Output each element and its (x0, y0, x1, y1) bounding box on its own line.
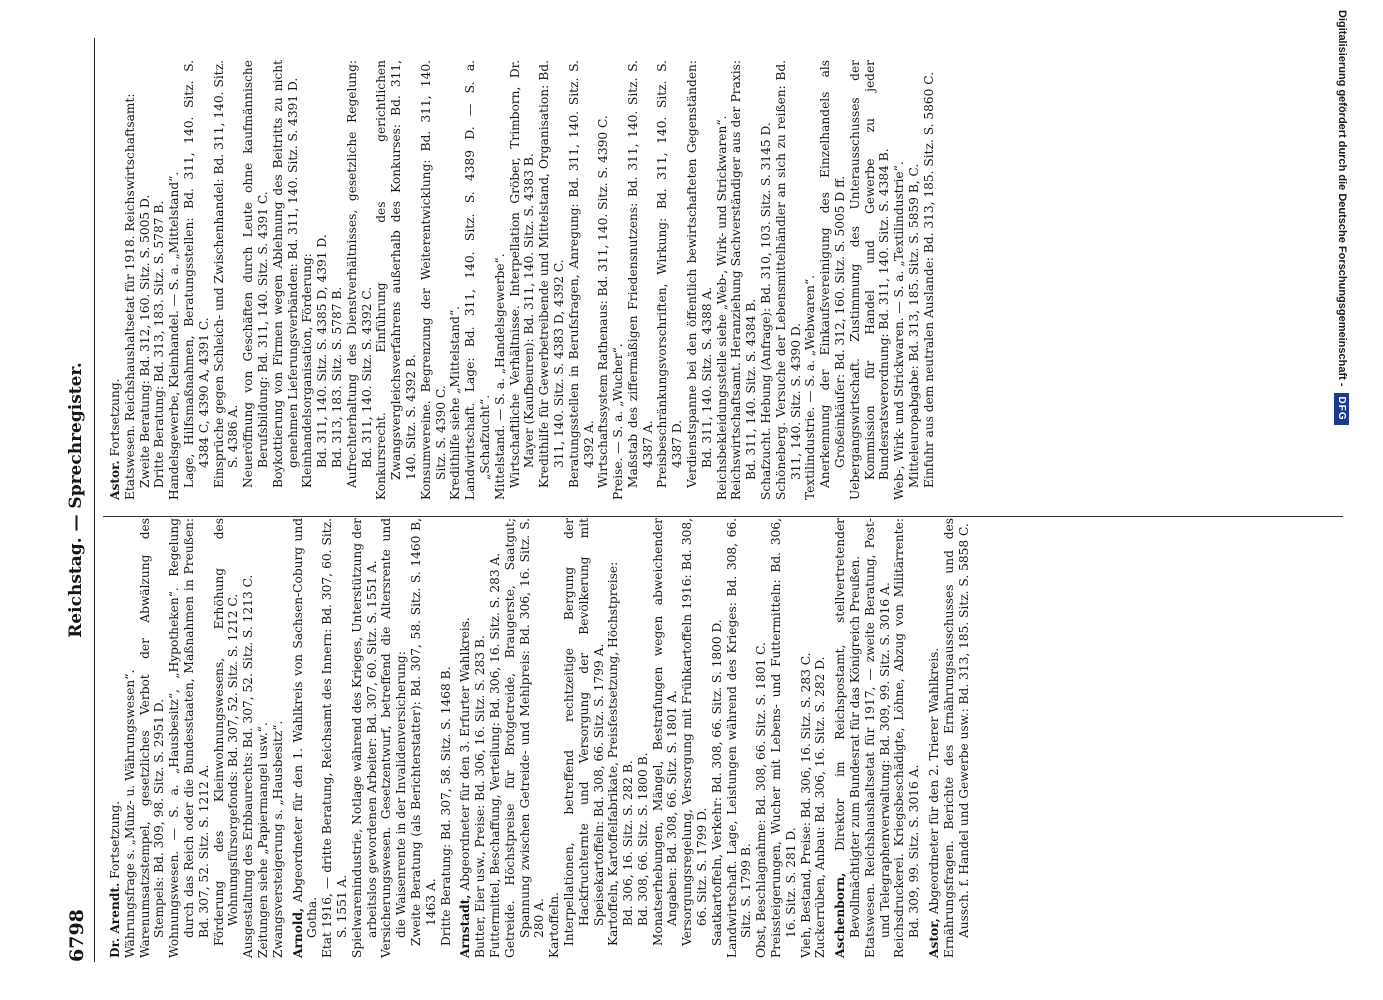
speaker-name: Astor, (927, 918, 942, 958)
index-entry: Konkursrecht. Einführung des gerichtlichen Zwangsvergleichsverfahrens außerhalb des Konkurses: Bd. 311, 140. Sitz. S. 4392 B. (374, 60, 418, 500)
index-entry: Spielwarenindustrie, Notlage während des Krieges, Unterstützung der arbeitslos gewordenen Arbeiter: Bd. 307, 60. Sitz. S. 1551 A. (349, 518, 379, 958)
index-subentry: Wirtschaftliche Verhältnisse. Interpellation Gröber, Trimborn, Dr. Mayer (Kaufbeuren): Bd. 311, 140. Sitz. S. 4383 B. (507, 60, 537, 488)
index-subentry: Zweite Beratung: Bd. 312, 160. Sitz. S. 5005 D. (137, 194, 152, 488)
index-subentry: Einfuhr aus dem neutralen Auslande: Bd. 313, 185. Sitz. S. 5860 C. (921, 71, 936, 488)
index-entry: Kartoffeln. (547, 892, 562, 958)
index-entry: Währungsfrage s. „Münz- u. Währungswesen“. (122, 669, 137, 958)
index-subentry: Bd. 311, 140. Sitz. S. 4385 D, 4391 D. (315, 234, 330, 468)
index-subentry: Versorgungsregelung, Versorgung mit Frühkartoffeln 1916: Bd. 308, 66. Sitz. S. 1799 D. (680, 518, 710, 946)
index-entry: Landwirtschaft. Lage: Bd. 311, 140. Sitz. S. 4389 D. — S. a. „Schafzucht“. (463, 60, 492, 500)
speaker-description: Fortsetzung. (108, 378, 122, 461)
index-entry: Zuckerrüben, Anbau: Bd. 306, 16. Sitz. S. 282 D. (813, 656, 828, 958)
speaker-heading (108, 60, 123, 500)
index-entry: Etatswesen. Reichshaushaltsetat für 1917, — zweite Beratung, Post- und Telegraphenverwaltung: Bd. 309, 99. Sitz. S. 3016 A. (862, 518, 892, 958)
index-subentry: Zweite Beratung (als Berichterstatter): Bd. 307, 58. Sitz. S. 1460 B, 1463 A. (408, 518, 438, 946)
index-entry: Preissteigerungen, Wucher mit Lebens- und Futtermitteln: Bd. 306, 16. Sitz. S. 281 D. (769, 518, 798, 958)
index-entry: Warenumsatzstempel, gesetzliches Verbot der Abwälzung des Stempels: Bd. 309, 98. Sitz. S. 2951 D. (137, 518, 167, 958)
page-number: 6798 (66, 909, 88, 962)
index-subentry: Lage, Hilfsmaßnahmen, Beratungsstellen: Bd. 311, 140. Sitz. S. 4384 C, 4390 A, 4391 C. (181, 60, 211, 488)
index-subentry: Kleinhandelsorganisation, Förderung: (300, 253, 315, 488)
speaker-name: Astor. (108, 460, 122, 500)
index-entry: Reichswirtschaftsamt. Heranziehung Sachverständiger aus der Praxis: Bd. 311, 140. Sitz. S. 4384 B. (729, 60, 759, 500)
index-entry: Getreide. Höchstpreise für Brotgetreide, Braugerste, Saatgut; Spannung zwischen Getreide- und Mehlpreis: Bd. 306, 16. Sitz. S. 280 A. (502, 518, 547, 958)
dfg-logo: DFG (1335, 393, 1350, 425)
speaker-name: Arnstadt, (458, 894, 473, 958)
index-subentry: Bd. 313, 183. Sitz. S. 5787 B. (329, 286, 344, 468)
index-subentry: Monatserhebungen, Mängel, Bestrafungen wegen abweichender Angaben: Bd. 308, 66. Sitz. S. 1801 A. (650, 518, 680, 946)
index-entry: Konsumvereine. Begrenzung der Weiterentwicklung: Bd. 311, 140. Sitz. S. 4390 C. (418, 60, 448, 500)
index-entry: Landwirtschaft. Lage, Leistungen während des Krieges: Bd. 308, 66. Sitz. S. 1799 B. (724, 518, 754, 958)
index-entry: Reichsbekleidungsstelle siehe „Web-, Wirk- und Strickwaren“. (714, 115, 729, 500)
index-subentry: Mitteleuropabgabe: Bd. 313, 185. Sitz. S. 5859 B, C. (907, 163, 922, 488)
index-entry: Zeitungen siehe „Papiermangel usw.“. (255, 722, 270, 958)
speaker-description: Abgeordneter für den 2. Trierer Wahlkreis. (927, 647, 942, 919)
index-subentry: Bd. 306, 16. Sitz. S. 282 B. (621, 760, 636, 926)
index-subentry: Beratungsstellen in Berufsfragen, Anregung: Bd. 311, 140. Sitz. S. 4392 A. (566, 60, 596, 488)
speaker-name: Dr. Arendt. (108, 882, 122, 958)
index-entry: Schöneberg. Versuche der Lebensmittelhändler an sich zu reißen: Bd. 311, 140. Sitz. S. 4390 D. (773, 60, 803, 500)
index-subentry: Verdienstspanne bei den öffentlich bewirtschafteten Gegenständen: Bd. 311, 140. Sitz. S. 4388 A. (685, 60, 714, 488)
index-entry: Zwangsversteigerung s. „Hausbesitz“. (270, 720, 285, 958)
index-subentry: Kredithilfe für Gewerbetreibende und Mittelstand, Organisation: Bd. 311, 140. Sitz. S. 4383 D, 4392 C. (537, 60, 566, 488)
index-subentry: Einsprüche gegen Schleich- und Zwischenhandel: Bd. 311, 140. Sitz. S. 4386 A. (211, 60, 241, 488)
column-divider (103, 516, 1343, 517)
running-title: Reichstag. — Sprechregister. (66, 362, 86, 638)
index-subentry: Boykottierung von Firmen wegen Ablehnung des Beitritts zu nicht genehmen Lieferungsverbänden: Bd. 311, 140. Sitz. S. 4391 D. (270, 60, 300, 488)
index-subentry: Förderung des Kleinwohnungswesens, Erhöhung des Wohnungsfürsorgefonds: Bd. 307, 52. Sitz. S. 1212 C. (211, 518, 241, 946)
speaker-description: Abgeordneter für den 3. Erfurter Wahlkreis. (458, 617, 473, 895)
speaker-heading (108, 518, 123, 958)
index-subentry: Bd. 308, 66. Sitz. S. 1800 B. (635, 752, 650, 926)
index-entry: Wohnungswesen. — S. a. „Hausbesitz“, „Hypotheken“. Regelung durch das Reich oder die Bundesstaaten, Maßnahmen in Preußen: Bd. 307, 52. Sitz. S. 1212 A. (167, 518, 211, 958)
speaker-description: Direktor im Reichspostamt, stellvertretender Bevollmächtigter zum Bundesrat für das Königreich Preußen. (833, 518, 863, 938)
index-entry: Vieh, Bestand, Preise: Bd. 306, 16. Sitz. S. 283 C. (798, 652, 813, 958)
index-entry: Textilindustrie. — S. a. „Webwaren“. (803, 274, 818, 500)
index-entry: Ernährungsfragen. Berichte des Ernährungsausschusses und des Aussch. f. Handel und Gewerbe usw.: Bd. 313, 185. Sitz. S. 5858 C. (941, 518, 971, 958)
speaker-heading (927, 518, 942, 958)
index-subentry: Wirtschaftssystem Rathenaus: Bd. 311, 140. Sitz. S. 4390 C. (596, 115, 611, 488)
speaker-heading (458, 518, 473, 958)
index-subentry: Dritte Beratung: Bd. 307, 58. Sitz. S. 1468 B. (438, 666, 453, 946)
index-entry: Etatswesen. Reichshaushaltsetat für 1918. Reichswirtschaftsamt: (122, 93, 137, 500)
index-entry: Mittelstand. — S. a. „Handelsgewerbe“. (492, 253, 507, 500)
speaker-heading (833, 518, 863, 958)
index-subentry: Dritte Beratung: Bd. 313, 183. Sitz. S. 5787 B. (152, 200, 167, 488)
index-entry: Etat 1916, — dritte Beratung, Reichsamt des Innern: Bd. 307, 60. Sitz. S. 1551 A. (320, 518, 349, 958)
index-entry: Web-, Wirk- und Strickwaren. — S. a. „Textilindustrie“. (892, 161, 907, 500)
index-subentry: Kartoffeln, Kartoffelfabrikate, Preisfestsetzung, Höchstpreise: (606, 561, 621, 946)
index-entry: Reichsdruckerei. Kriegsbeschädigte, Löhne, Abzug von Militärrente: Bd. 309, 99. Sitz. S. 3016 A. (892, 518, 922, 958)
speaker-description: Fortsetzung. (108, 800, 122, 883)
side-note-text: Digitalisierung gefördert durch die Deutsche Forschungsgemeinschaft - (1336, 10, 1348, 387)
index-entry: Obst, Beschlagnahme: Bd. 308, 66. Sitz. S. 1801 C. (754, 642, 769, 958)
index-entry: Preise. — S. a. „Wucher“. (611, 343, 626, 500)
side-note (1322, 10, 1362, 990)
left-column (103, 518, 971, 958)
speaker-name: Aschenborn, (833, 872, 848, 958)
index-entry: Uebergangswirtschaft. Zustimmung des Unterausschusses der Kommission für Handel und Gewerbe zu jeder Bundesratsverordnung: Bd. 311, 140. Sitz. S. 4384 B. (847, 60, 892, 500)
index-entry: Butter, Eier usw., Preise: Bd. 306, 16. Sitz. S. 283 B. (473, 635, 488, 958)
index-entry: Futtermittel, Beschaffung, Verteilung: Bd. 306, 16. Sitz. S. 283 A. (487, 552, 502, 958)
index-subentry: Aufrechterhaltung des Dienstverhältnisses, gesetzliche Regelung: Bd. 311, 140. Sitz. S. 4392 C. (344, 60, 374, 488)
speaker-description: Abgeordneter für den 1. Wahlkreis von Sachsen-Coburg und Gotha. (290, 518, 320, 938)
index-entry: Ausgestaltung des Erbbaurechts: Bd. 307, 52. Sitz. S. 1213 C. (241, 574, 256, 958)
index-subentry: Neueröffnung von Geschäften durch Leute ohne kaufmännische Berufsbildung: Bd. 311, 140. Sitz. S. 4391 C. (241, 60, 270, 488)
speaker-heading (291, 518, 321, 958)
index-subentry: Interpellationen, betreffend rechtzeitige Bergung der Hackfruchternte und Versorgung der Bevölkerung mit Speisekartoffeln: Bd. 308, 66. Sitz. S. 1799 A. (561, 518, 606, 946)
index-entry: Kredithilfe siehe „Mittelstand“. (448, 305, 463, 500)
index-entry: Versicherungswesen. Gesetzentwurf, betreffend die Altersrente und die Waisenrente in der Invalidenversicherung: (379, 518, 409, 958)
index-entry: Handelsgewerbe, Kleinhandel. — S. a. „Mittelstand“. (167, 171, 182, 500)
index-subentry: Preisbeschränkungsvorschriften, Wirkung: Bd. 311, 140. Sitz. S. 4387 D. (655, 60, 685, 488)
index-subentry: Maßstab des ziffermäßigen Friedensnutzens: Bd. 311, 140. Sitz. S. 4387 A. (625, 60, 655, 488)
index-entry: Schafzucht. Hebung (Anfrage): Bd. 310, 103. Sitz. S. 3145 D. (759, 122, 774, 500)
right-column (103, 60, 937, 500)
page-header (60, 38, 95, 962)
index-subentry: Anerkennung der Einkaufsvereinigung des Einzelhandels als Großeinkäufer: Bd. 312, 160. Sitz. S. 5005 D ff. (818, 60, 848, 488)
index-subentry: Saatkartoffeln, Verkehr: Bd. 308, 66. Sitz. S. 1800 D. (709, 619, 724, 946)
speaker-name: Arnold, (290, 907, 305, 958)
